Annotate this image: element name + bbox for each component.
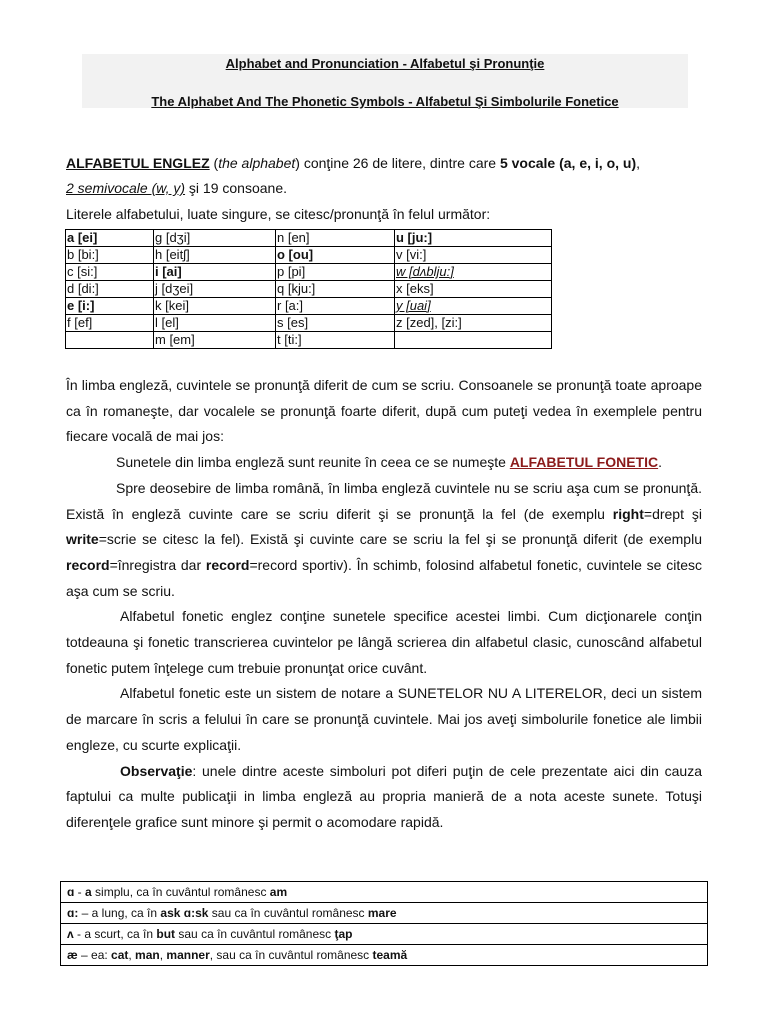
table-cell: t [ti:] [276, 332, 395, 349]
alphabet-table [65, 229, 552, 349]
observation-term: Observaţie [120, 762, 193, 779]
page-subtitle: The Alphabet And The Phonetic Symbols - Alfabetul Şi Simbolurile Fonetice [151, 94, 619, 109]
intro-line-1: ALFABETUL ENGLEZ (the alphabet) conţine 26 de litere, dintre care 5 vocale (a, e, i, o, u), [66, 155, 641, 171]
table-cell: p [pi] [276, 264, 395, 281]
table-cell: g [dʒi] [154, 230, 276, 247]
body-text [66, 373, 702, 836]
table-row [61, 882, 708, 903]
paragraph-6: Observaţie: unele dintre aceste simboluri pot diferi puţin de cele prezentate aici din cauza faptului ca multe publicaţii in limba engleză au propria manieră de a nota aceste sunete. Totuşi diferenţele grafice sunt minore şi permit o acomodare rapidă. [66, 762, 702, 830]
table-cell: d [di:] [66, 281, 154, 298]
table-cell: c [si:] [66, 264, 154, 281]
table-cell: x [eks] [395, 281, 552, 298]
table-cell: ʌ - a scurt, ca în but sau ca în cuvântul românesc ţap [61, 924, 708, 945]
table-cell: e [i:] [66, 298, 154, 315]
table-cell: o [ou] [276, 247, 395, 264]
table-cell: s [es] [276, 315, 395, 332]
table-row [61, 924, 708, 945]
table-cell: w [dʌblju:] [395, 264, 552, 281]
semivowels-term: 2 semivocale (w, y) [66, 180, 186, 196]
table-row [66, 264, 552, 281]
intro-line-3: Literele alfabetului, luate singure, se citesc/pronunţă în felul următor: [66, 206, 491, 222]
table-cell: q [kju:] [276, 281, 395, 298]
paragraph-1: În limba engleză, cuvintele se pronunţă diferit de cum se scriu. Consoanele se pronunţă toate aproape ca în romaneşte, dar vocalele se pronunţă foarte diferit, după cum puteţi vedea în exemplele pentru fiecare vocală de mai jos: [66, 377, 702, 445]
table-row [61, 903, 708, 924]
table-cell: n [en] [276, 230, 395, 247]
table-cell: m [em] [154, 332, 276, 349]
page-title: Alphabet and Pronunciation - Alfabetul şi Pronunţie [225, 56, 545, 71]
phonetic-alphabet-term: ALFABETUL FONETIC [509, 454, 659, 471]
vowels-term: 5 vocale (a, e, i, o, u) [499, 155, 637, 171]
table-row [61, 945, 708, 966]
table-cell: k [kei] [154, 298, 276, 315]
table-cell: a [ei] [66, 230, 154, 247]
table-row [66, 230, 552, 247]
table-cell: j [dʒei] [154, 281, 276, 298]
table-cell: ɑ: – a lung, ca în ask ɑ:sk sau ca în cuvântul românesc mare [61, 903, 708, 924]
table-row [66, 247, 552, 264]
table-cell: u [ju:] [395, 230, 552, 247]
table-cell: h [eitʃ] [154, 247, 276, 264]
paragraph-3: Spre deosebire de limba română, în limba engleză cuvintele nu se scriu aşa cum se pronunţă. Există în engleză cuvinte care se scriu diferit şi se pronunţă la fel (de exemplu right=drept şi write=scrie se citesc la fel). Există şi cuvinte care se scriu la fel şi se pronunţă diferit (de exemplu record=înregistra dar record=record sportiv). În schimb, folosind alfabetul fonetic, cuvintele se citesc aşa cum se scriu. [66, 479, 703, 599]
intro-line-2: 2 semivocale (w, y) şi 19 consoane. [66, 180, 288, 196]
table-cell: ɑ - a simplu, ca în cuvântul românesc am [61, 882, 708, 903]
table-cell [66, 332, 154, 349]
table-cell: r [a:] [276, 298, 395, 315]
alphabet-term: ALFABETUL ENGLEZ [66, 155, 210, 171]
table-cell: æ – ea: cat, man, manner, sau ca în cuvântul românesc teamă [61, 945, 708, 966]
table-row [66, 298, 552, 315]
paragraph-2: Sunetele din limba engleză sunt reunite în ceea ce se numeşte ALFABETUL FONETIC. [116, 454, 662, 471]
table-cell: b [bi:] [66, 247, 154, 264]
table-cell: y [uai] [395, 298, 552, 315]
paragraph-4: Alfabetul fonetic englez conţine sunetele specifice acestei limbi. Cum dicţionarele conţin totdeauna şi fonetic transcrierea cuvintelor pe lângă scrierea din alfabetul clasic, cunoscând alfabetul fonetic putem înţelege cum trebuie pronunţat orice cuvânt. [66, 608, 702, 676]
paragraph-5: Alfabetul fonetic este un sistem de notare a SUNETELOR NU A LITERELOR, deci un sistem de marcare în scris a felului în care se pronunţă cuvintele. Mai jos aveţi simbolurile fonetice ale limbii engleze, cu scurte explicaţii. [66, 685, 702, 753]
table-row [66, 332, 552, 349]
table-cell: z [zed], [zi:] [395, 315, 552, 332]
table-cell: l [el] [154, 315, 276, 332]
table-row [66, 281, 552, 298]
table-cell: v [vi:] [395, 247, 552, 264]
table-cell: f [ef] [66, 315, 154, 332]
table-cell: i [ai] [154, 264, 276, 281]
table-cell [395, 332, 552, 349]
phonetic-symbols-table [60, 881, 708, 966]
table-row [66, 315, 552, 332]
